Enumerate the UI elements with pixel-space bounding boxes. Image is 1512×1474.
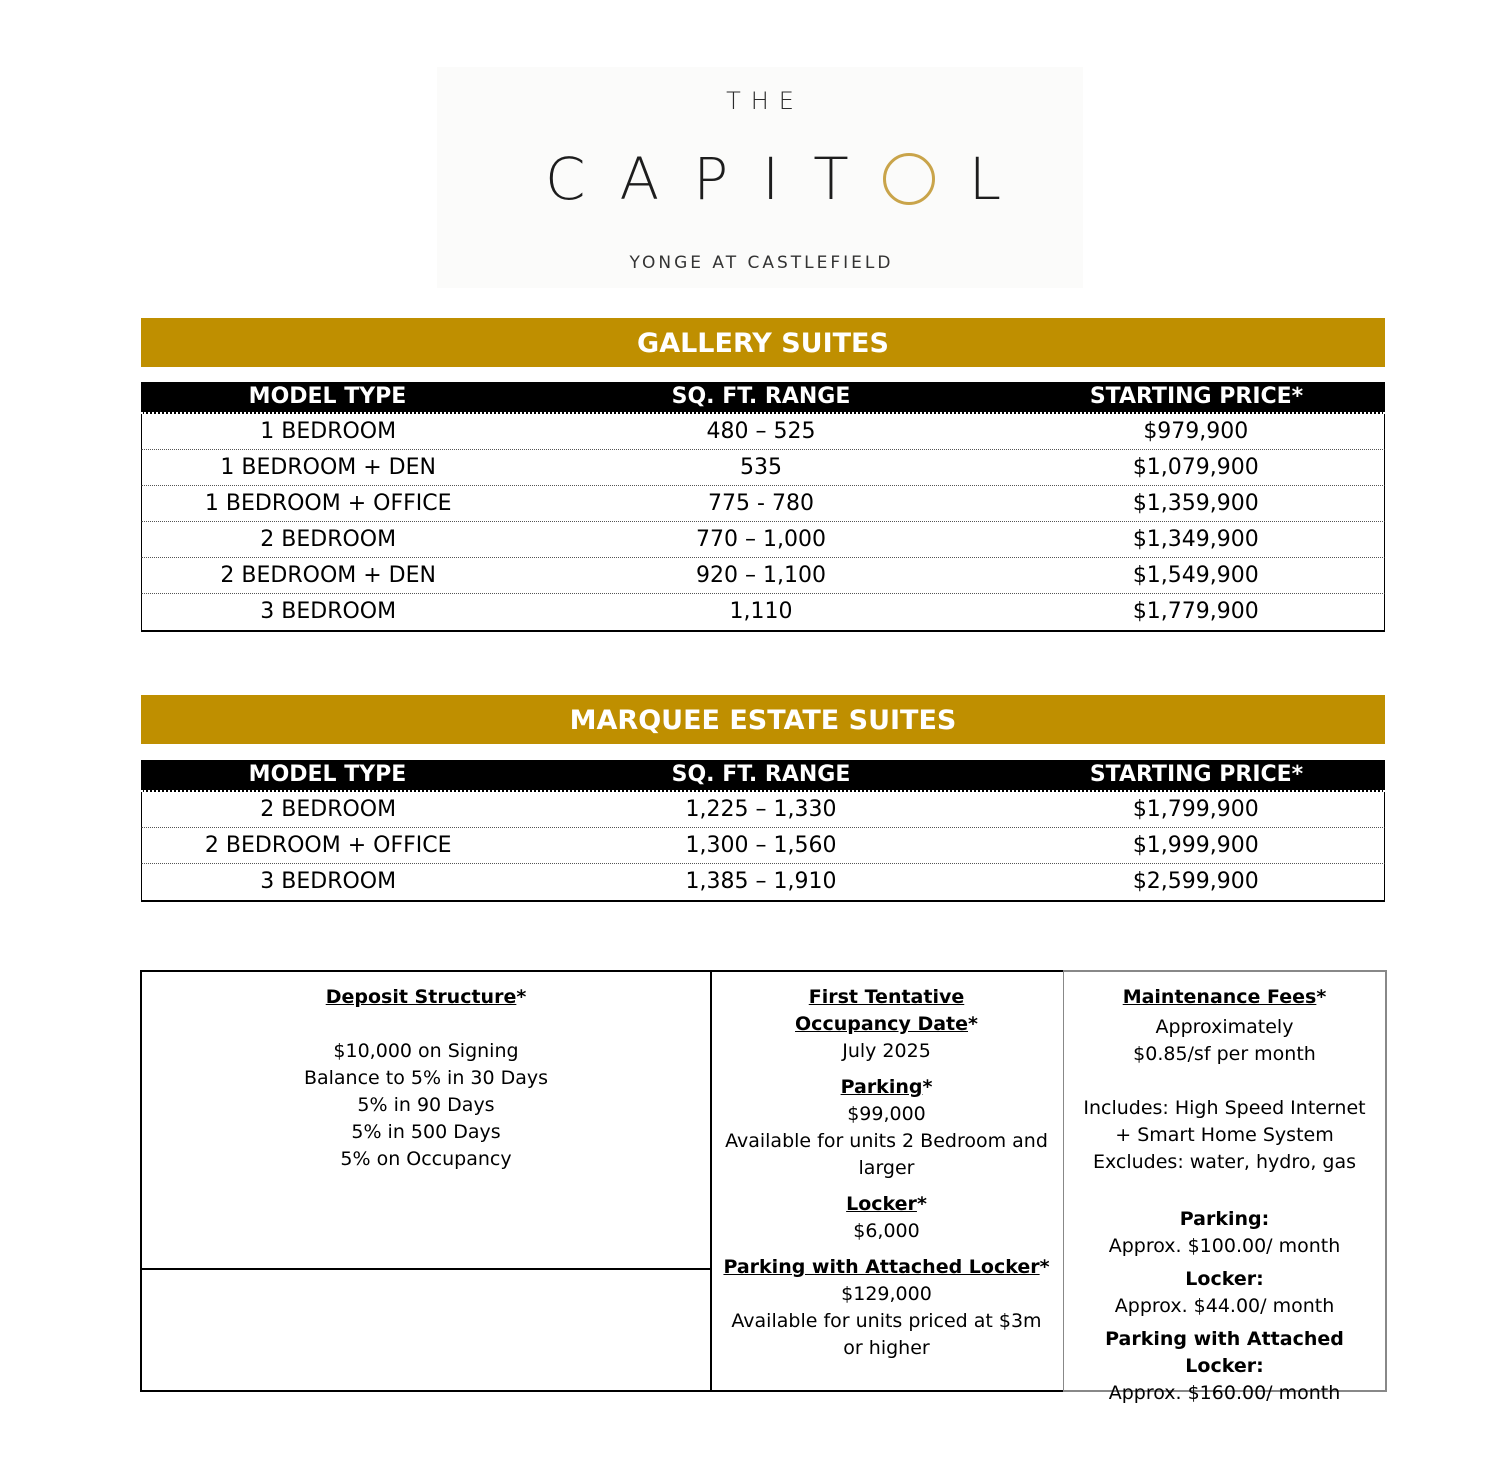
asterisk: * bbox=[968, 1013, 978, 1035]
gallery-suites-title: GALLERY SUITES bbox=[141, 318, 1385, 367]
logo-letter: T bbox=[813, 145, 849, 213]
logo-letter: C bbox=[545, 145, 586, 213]
header-starting-price: STARTING PRICE* bbox=[1089, 762, 1304, 787]
gallery-table bbox=[141, 382, 1385, 632]
occupancy-date: July 2025 bbox=[842, 1040, 931, 1062]
sqft-cell: 1,110 bbox=[729, 599, 793, 624]
price-cell: $1,359,900 bbox=[1132, 491, 1259, 516]
logo bbox=[437, 67, 1083, 288]
price-cell: $2,599,900 bbox=[1132, 869, 1259, 894]
maint-pal-fee: Approx. $160.00/ month bbox=[1108, 1382, 1341, 1404]
deposit-line: 5% in 90 Days bbox=[357, 1094, 495, 1116]
maintenance-excludes: Excludes: water, hydro, gas bbox=[1092, 1151, 1357, 1173]
model-type-cell: 3 BEDROOM bbox=[260, 599, 397, 624]
sqft-cell: 770 – 1,000 bbox=[696, 527, 826, 552]
pal-title-line bbox=[710, 1254, 1063, 1281]
sqft-cell: 775 - 780 bbox=[708, 491, 814, 516]
marquee-table bbox=[141, 760, 1385, 902]
deposit-structure-box bbox=[140, 970, 712, 1270]
model-type-cell: 1 BEDROOM + DEN bbox=[220, 455, 436, 480]
table-row bbox=[141, 828, 1385, 864]
sqft-cell: 1,225 – 1,330 bbox=[685, 797, 837, 822]
parking-note: Available for units 2 Bedroom and larger bbox=[725, 1130, 1048, 1179]
locker-title: Locker bbox=[846, 1193, 917, 1215]
logo-letter: P bbox=[693, 145, 729, 213]
model-type-cell: 1 BEDROOM + OFFICE bbox=[204, 491, 452, 516]
header-model-type: MODEL TYPE bbox=[248, 762, 407, 787]
model-type-cell: 2 BEDROOM + DEN bbox=[220, 563, 436, 588]
asterisk: * bbox=[916, 1193, 927, 1215]
empty-box bbox=[140, 1268, 712, 1392]
maint-parking-fee: Approx. $100.00/ month bbox=[1108, 1235, 1341, 1257]
locker-price: $6,000 bbox=[853, 1220, 920, 1242]
table-row bbox=[141, 522, 1385, 558]
table-row bbox=[141, 594, 1385, 630]
asterisk: * bbox=[516, 986, 527, 1008]
price-cell: $1,349,900 bbox=[1132, 527, 1259, 552]
occupancy-title-1 bbox=[710, 984, 1063, 1011]
parking-locker-title: Parking with Attached Locker bbox=[723, 1256, 1040, 1278]
header-sqft-range: SQ. FT. RANGE bbox=[671, 384, 851, 409]
deposit-line: 5% on Occupancy bbox=[340, 1148, 512, 1170]
price-cell: $1,779,900 bbox=[1132, 599, 1259, 624]
gallery-table-header bbox=[141, 382, 1385, 414]
model-type-cell: 2 BEDROOM bbox=[260, 797, 397, 822]
logo-gold-ring-icon bbox=[883, 153, 935, 205]
sqft-cell: 1,300 – 1,560 bbox=[685, 833, 837, 858]
header-model-type: MODEL TYPE bbox=[248, 384, 407, 409]
table-row bbox=[141, 792, 1385, 828]
logo-letter: I bbox=[762, 145, 780, 213]
table-row bbox=[141, 450, 1385, 486]
locker-title-line bbox=[710, 1191, 1063, 1218]
price-cell: $1,999,900 bbox=[1132, 833, 1259, 858]
asterisk: * bbox=[1316, 986, 1327, 1008]
parking-title-line bbox=[710, 1074, 1063, 1101]
occupancy-title-2 bbox=[710, 1011, 1063, 1038]
deposit-line: 5% in 500 Days bbox=[351, 1121, 501, 1143]
sqft-cell: 480 – 525 bbox=[706, 419, 816, 444]
parking-title: Parking bbox=[840, 1076, 923, 1098]
sqft-cell: 535 bbox=[740, 455, 782, 480]
marquee-table-header bbox=[141, 760, 1385, 792]
maintenance-box bbox=[1063, 970, 1387, 1404]
maintenance-title: Maintenance Fees bbox=[1122, 986, 1317, 1008]
info-panel bbox=[140, 970, 1387, 1404]
sqft-cell: 1,385 – 1,910 bbox=[685, 869, 837, 894]
model-type-cell: 1 BEDROOM bbox=[260, 419, 397, 444]
marquee-suites-title: MARQUEE ESTATE SUITES bbox=[141, 695, 1385, 744]
table-row bbox=[141, 558, 1385, 594]
occupancy-title: First Tentative bbox=[808, 986, 965, 1008]
table-row bbox=[141, 414, 1385, 450]
parking-locker-price: $129,000 bbox=[841, 1283, 932, 1305]
header-starting-price: STARTING PRICE* bbox=[1089, 384, 1304, 409]
maintenance-title-line bbox=[1064, 984, 1385, 1011]
logo-tagline: YONGE AT CASTLEFIELD bbox=[629, 253, 894, 273]
asterisk: * bbox=[922, 1076, 933, 1098]
asterisk: * bbox=[1039, 1256, 1050, 1278]
model-type-cell: 3 BEDROOM bbox=[260, 869, 397, 894]
maint-parking-title: Parking: bbox=[1179, 1208, 1270, 1230]
parking-price: $99,000 bbox=[847, 1103, 926, 1125]
occupancy-box bbox=[710, 970, 1064, 1392]
maintenance-rate: $0.85/sf per month bbox=[1133, 1043, 1316, 1065]
price-cell: $1,549,900 bbox=[1132, 563, 1259, 588]
sqft-cell: 920 – 1,100 bbox=[696, 563, 826, 588]
price-cell: $1,799,900 bbox=[1132, 797, 1259, 822]
deposit-title: Deposit Structure bbox=[325, 986, 517, 1008]
logo-letter: L bbox=[968, 145, 1002, 213]
maint-pal-title: Parking with Attached Locker: bbox=[1105, 1328, 1344, 1377]
price-cell: $979,900 bbox=[1143, 419, 1249, 444]
logo-letter: A bbox=[619, 145, 660, 213]
deposit-line: Balance to 5% in 30 Days bbox=[303, 1067, 549, 1089]
maint-locker-title: Locker: bbox=[1185, 1268, 1264, 1290]
maint-locker-fee: Approx. $44.00/ month bbox=[1114, 1295, 1335, 1317]
logo-the: THE bbox=[726, 87, 804, 115]
maintenance-approx: Approximately bbox=[1155, 1016, 1294, 1038]
deposit-line: $10,000 on Signing bbox=[333, 1040, 519, 1062]
deposit-title-line bbox=[142, 984, 710, 1011]
model-type-cell: 2 BEDROOM bbox=[260, 527, 397, 552]
occupancy-date-title: Occupancy Date bbox=[795, 1013, 969, 1035]
parking-locker-note: Available for units priced at $3m or higher bbox=[731, 1310, 1042, 1359]
table-row bbox=[141, 864, 1385, 900]
table-row bbox=[141, 486, 1385, 522]
price-cell: $1,079,900 bbox=[1132, 455, 1259, 480]
logo-wordmark bbox=[545, 145, 1002, 213]
header-sqft-range: SQ. FT. RANGE bbox=[671, 762, 851, 787]
maintenance-includes: Includes: High Speed Internet + Smart Home System bbox=[1083, 1097, 1366, 1146]
model-type-cell: 2 BEDROOM + OFFICE bbox=[204, 833, 452, 858]
